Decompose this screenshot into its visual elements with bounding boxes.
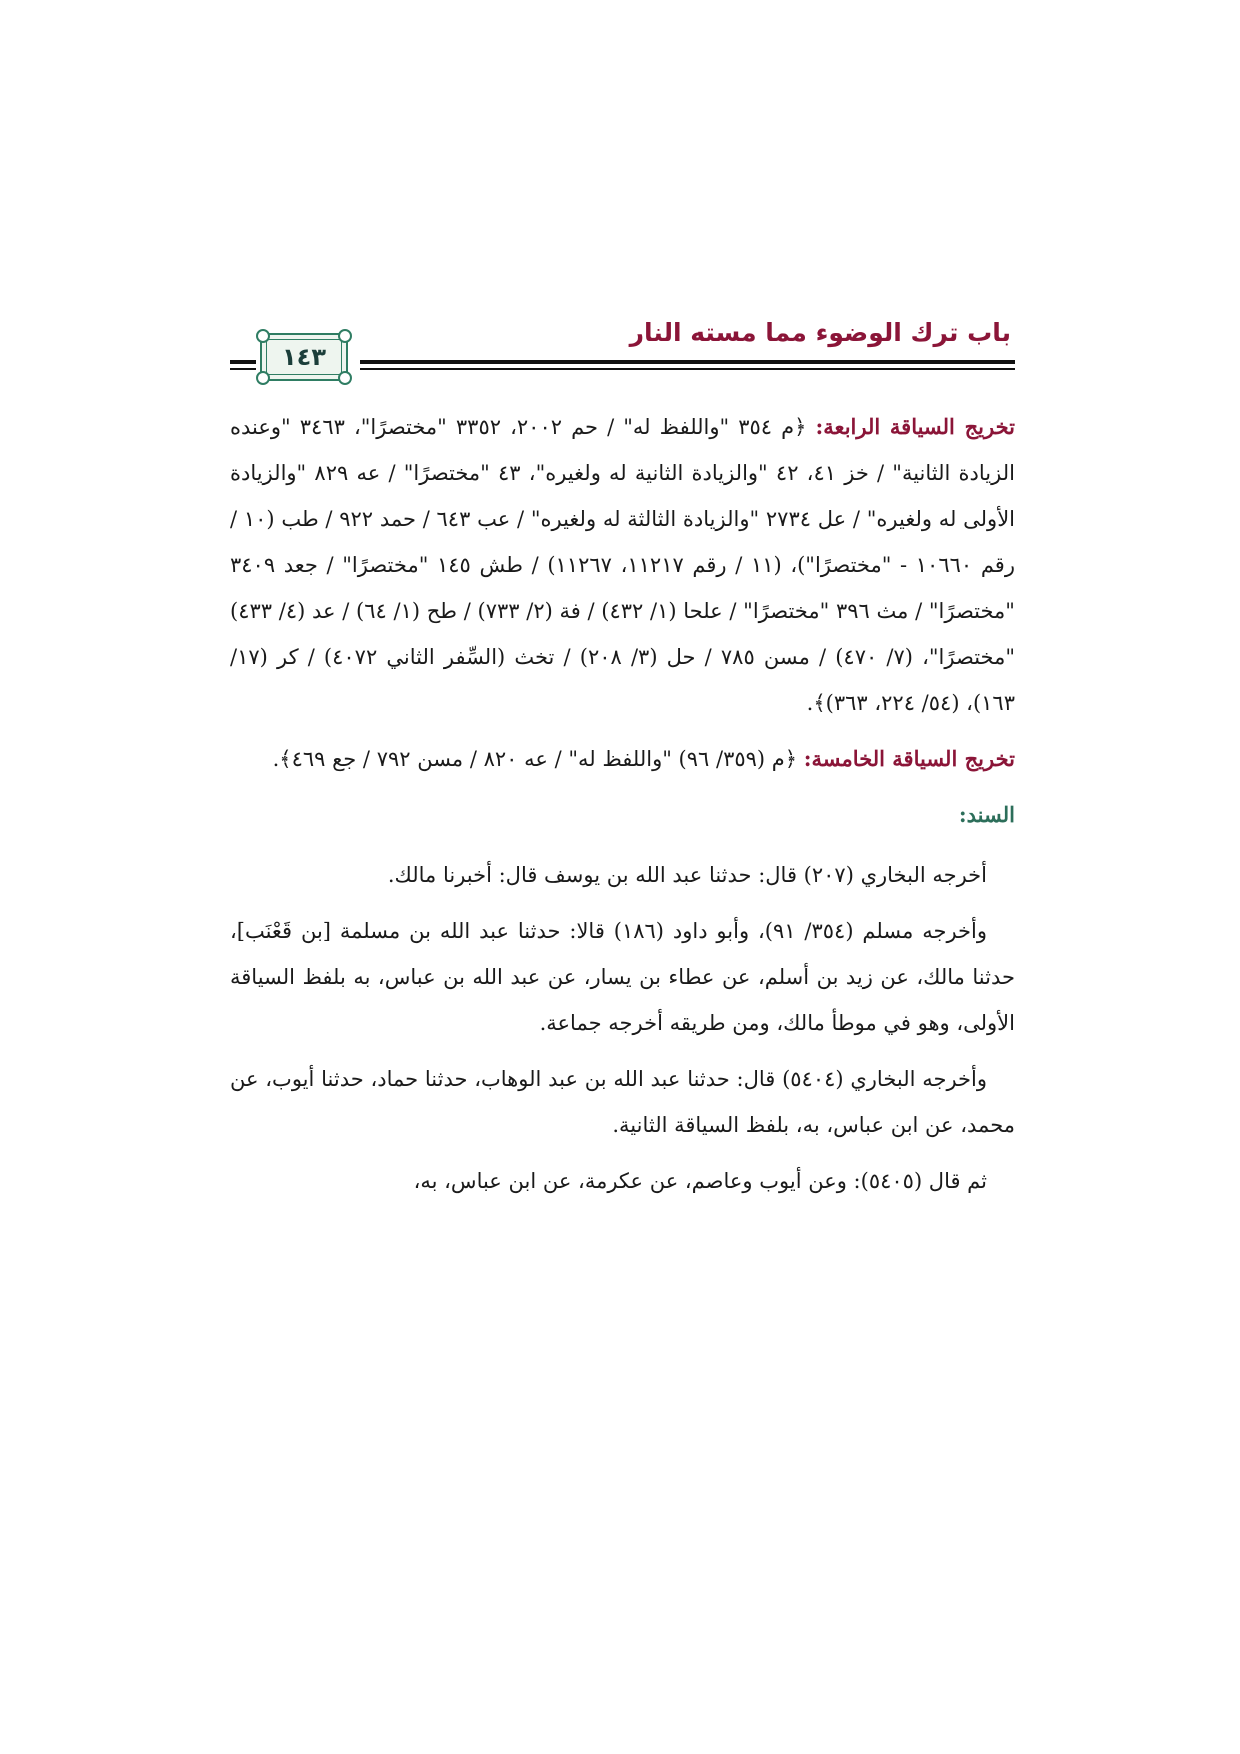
header-rule-left [230,360,256,371]
sanad-label: السند: [958,802,1015,827]
header-rule-right [360,360,1015,371]
sanad-heading [230,792,1015,838]
body-paragraph: وأخرجه مسلم (٣٥٤/ ٩١)، وأبو داود (١٨٦) قالا: حدثنا عبد الله بن مسلمة [بن قَعْنَب]، حدثنا مالك، عن زيد بن أسلم، عن عطاء بن يسار، عن عبد الله بن عباس، به بلفظ السياقة الأولى، وهو في موطأ مالك، ومن طريقه أخرجه جماعة. [230,919,1015,1035]
takhrij-fifth-label: تخريج السياقة الخامسة: [803,746,1015,771]
takhrij-fifth [230,736,1015,782]
page [230,300,1015,1214]
page-header [230,300,1015,390]
takhrij-fourth-text: ﴿م ٣٥٤ "واللفظ له" / حم ٢٠٠٢، ٣٣٥٢ "مختصرًا"، ٣٤٦٣ "وعنده الزيادة الثانية" / خز ٤١، ٤٢ "والزيادة الثانية له ولغيره"، ٤٣ "مختصرًا" / عه ٨٢٩ "والزيادة الأولى له ولغيره" / عل ٢٧٣٤ "والزيادة الثالثة له ولغيره" / عب ٦٤٣ / حمد ٩٢٢ / طب (١٠ / رقم ١٠٦٦٠ - "مختصرًا")، (١١ / رقم ١١٢١٧، ١١٢٦٧) / طش ١٤٥ "مختصرًا" / جعد ٣٤٠٩ "مختصرًا" / مث ٣٩٦ "مختصرًا" / علحا (١/ ٤٣٢) / فة (٢/ ٧٣٣) / طح (١/ ٦٤) / عد (٤/ ٤٣٣) "مختصرًا"، (٧/ ٤٧٠) / مسن ٧٨٥ / حل (٣/ ٢٠٨) / تخث (السِّفر الثاني ٤٠٧٢) / كر (١٧/ ١٦٣)، (٥٤/ ٢٢٤، ٣٦٣)﴾. [230,415,1016,715]
takhrij-fifth-text: ﴿م (٣٥٩/ ٩٦) "واللفظ له" / عه ٨٢٠ / مسن ٧٩٢ / جع ٤٦٩﴾. [272,747,798,771]
body-paragraph: أخرجه البخاري (٢٠٧) قال: حدثنا عبد الله بن يوسف قال: أخبرنا مالك. [387,863,987,887]
page-number: ١٤٣ [282,343,326,371]
body-paragraph: ثم قال (٥٤٠٥): وعن أيوب وعاصم، عن عكرمة، عن ابن عباس، به، [413,1169,987,1193]
page-number-frame [260,333,348,381]
running-title: باب ترك الوضوء مما مسته النار [629,318,1011,347]
takhrij-fourth-label: تخريج السياقة الرابعة: [815,414,1015,439]
takhrij-fourth [230,404,1015,726]
page-body [230,404,1015,1204]
body-paragraph: وأخرجه البخاري (٥٤٠٤) قال: حدثنا عبد الله بن عبد الوهاب، حدثنا حماد، حدثنا أيوب، عن محمد، عن ابن عباس، به، بلفظ السياقة الثانية. [230,1067,1015,1137]
